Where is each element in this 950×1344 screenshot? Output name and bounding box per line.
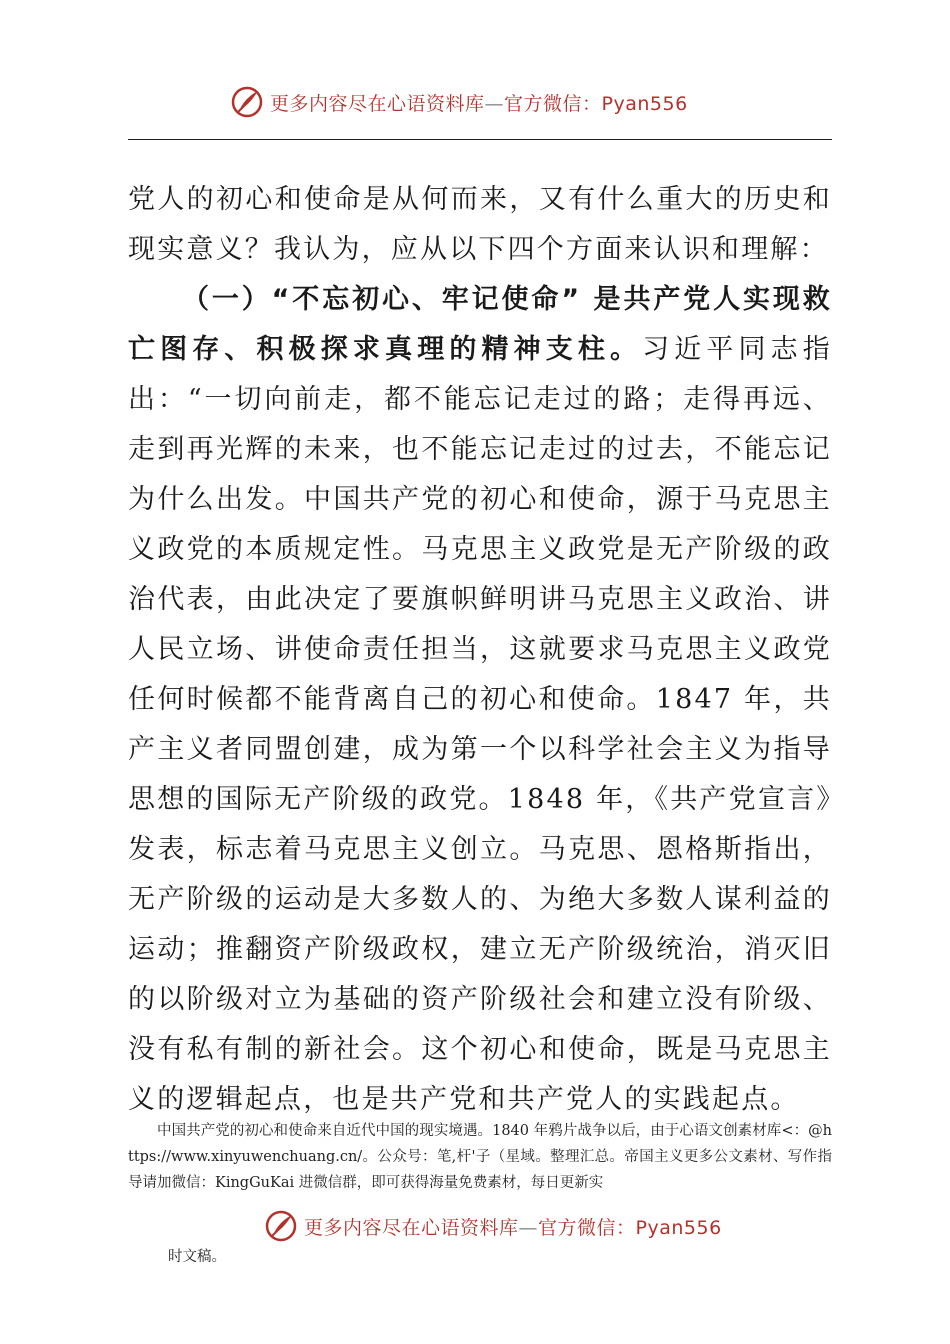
footnote-text: 中国共产党的初心和使命来自近代中国的现实境遇。1840 年鸦片战争以后，由于心语文创素材库<：@https://www.xinyuwenchuang.cn/。公众号：笔,杆'子（星域。整理汇总。帝国主义更多公文素材、写作指导请加微信：KingGuKai 进微信群，即可获得海量免费素材，每日更新实 [128, 1123, 832, 1191]
document-body [128, 175, 832, 1125]
section-heading: （一）“不忘初心、牢记使命” 是共产党人实现救亡图存、积极探求真理的精神支柱。 [128, 284, 832, 365]
header-watermark [230, 82, 688, 122]
brand-text: 更多内容尽在心语资料库 [270, 92, 485, 115]
header-brand-line [270, 89, 688, 116]
quill-seal-icon [230, 85, 264, 119]
brand-dash: — [484, 92, 505, 115]
wechat-label: 官方微信： [504, 92, 602, 115]
footer-watermark [264, 1206, 722, 1246]
paragraph-section-one [128, 275, 832, 1125]
footnote [128, 1118, 832, 1196]
footer-brand-text: 更多内容尽在心语资料库 [304, 1216, 519, 1239]
footnote-tail: 时文稿。 [168, 1249, 226, 1265]
section-body: 习近平同志指出：“一切向前走，都不能忘记走过的路；走得再远、走到再光辉的未来，也不能忘记走过的过去，不能忘记为什么出发。中国共产党的初心和使命，源于马克思主义政党的本质规定性。马克思主义政党是无产阶级的政治代表，由此决定了要旗帜鲜明讲马克思主义政治、讲人民立场、讲使命责任担当，这就要求马克思主义政党任何时候都不能背离自己的初心和使命。1847 年，共产主义者同盟创建，成为第一个以科学社会主义为指导思想的国际无产阶级的政党。1848 年，《共产党宣言》发表，标志着马克思主义创立。马克思、恩格斯指出，无产阶级的运动是大多数人的、为绝大多数人谋利益的运动；推翻资产阶级政权，建立无产阶级统治，消灭旧的以阶级对立为基础的资产阶级社会和建立没有阶级、没有私有制的新社会。这个初心和使命，既是马克思主义的逻辑起点，也是共产党和共产党人的实践起点。 [128, 334, 833, 1115]
footer-wechat-id: Pyan556 [635, 1216, 722, 1239]
footer-wechat-label: 官方微信： [538, 1216, 636, 1239]
paragraph-intro: 党人的初心和使命是从何而来，又有什么重大的历史和现实意义？我认为，应从以下四个方面来认识和理解： [128, 184, 832, 265]
footer-brand-dash: — [518, 1216, 539, 1239]
wechat-id: Pyan556 [601, 92, 688, 115]
footer-brand-line [304, 1213, 722, 1240]
quill-seal-icon [264, 1209, 298, 1243]
header-rule [128, 139, 832, 140]
